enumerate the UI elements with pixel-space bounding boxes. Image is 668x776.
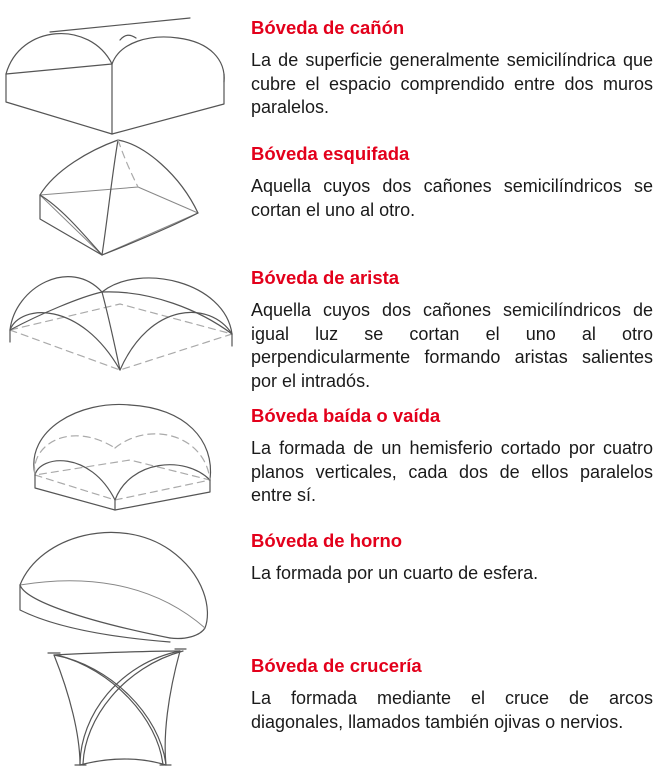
- sail-vault-icon: [0, 400, 240, 520]
- half-dome-vault-icon: [0, 520, 240, 645]
- vault-description: Aquella cuyos dos cañones semicilíndricos se cortan el uno al otro.: [251, 176, 653, 220]
- vault-title: Bóveda de arista: [251, 267, 400, 288]
- vault-description: La de superficie generalmente semicilíndrica que cubre el espacio comprendido entre dos muros paralelos.: [251, 50, 653, 117]
- vault-title: Bóveda baída o vaída: [251, 405, 441, 426]
- barrel-vault-icon: [0, 12, 240, 137]
- vault-title: Bóveda de crucería: [251, 655, 422, 676]
- vault-description: La formada por un cuarto de esfera.: [251, 563, 539, 583]
- groin-vault-icon: [0, 262, 240, 382]
- vault-description: Aquella cuyos dos cañones semicilíndricos de igual luz se cortan el uno al otro perpendicularmente formando aristas salientes por el intradós.: [251, 300, 653, 391]
- cloister-vault-icon: [0, 135, 240, 260]
- vault-title: Bóveda de horno: [251, 530, 403, 551]
- vault-title: Bóveda esquifada: [251, 143, 410, 164]
- vault-description: La formada de un hemisferio cortado por cuatro planos verticales, cada dos de ellos paralelos entre sí.: [251, 438, 653, 505]
- vault-description: La formada mediante el cruce de arcos diagonales, llamados también ojivas o nervios.: [251, 688, 653, 732]
- vault-title: Bóveda de cañón: [251, 17, 405, 38]
- rib-vault-icon: [0, 645, 240, 773]
